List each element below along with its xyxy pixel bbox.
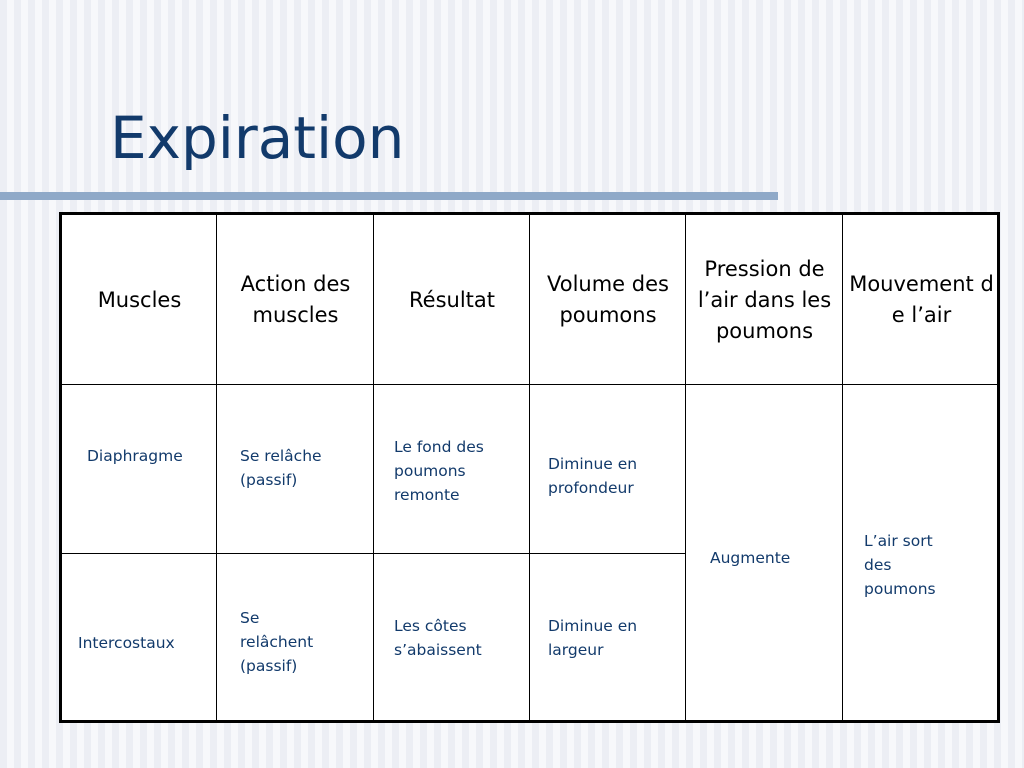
row-divider bbox=[62, 553, 685, 554]
header-volume: Volume des poumons bbox=[547, 272, 669, 327]
air-movement-value: L’air sort des poumons bbox=[864, 532, 936, 598]
header-muscles: Muscles bbox=[97, 287, 182, 312]
row2-volume: Diminue en largeur bbox=[548, 617, 638, 659]
row2-muscle: Intercostaux bbox=[78, 634, 175, 652]
row2-result: Les côtes s’abaissent bbox=[394, 617, 482, 659]
row1-volume: Diminue en profondeur bbox=[548, 455, 638, 497]
header-pressure: Pression de l’air dans les poumons bbox=[697, 256, 832, 343]
expiration-table bbox=[59, 212, 1000, 723]
pressure-value: Augmente bbox=[710, 549, 791, 567]
header-result: Résultat bbox=[409, 287, 495, 312]
row1-result: Le fond des poumons remonte bbox=[394, 438, 484, 504]
row1-action: Se relâche (passif) bbox=[240, 447, 322, 489]
header-action: Action des muscles bbox=[240, 272, 351, 327]
row1-muscle: Diaphragme bbox=[87, 447, 183, 465]
header-air-movement: Mouvement de l’air bbox=[849, 272, 994, 327]
title-underline bbox=[0, 192, 778, 200]
slide-title: Expiration bbox=[110, 104, 405, 172]
row2-action: Se relâchent (passif) bbox=[240, 609, 314, 675]
